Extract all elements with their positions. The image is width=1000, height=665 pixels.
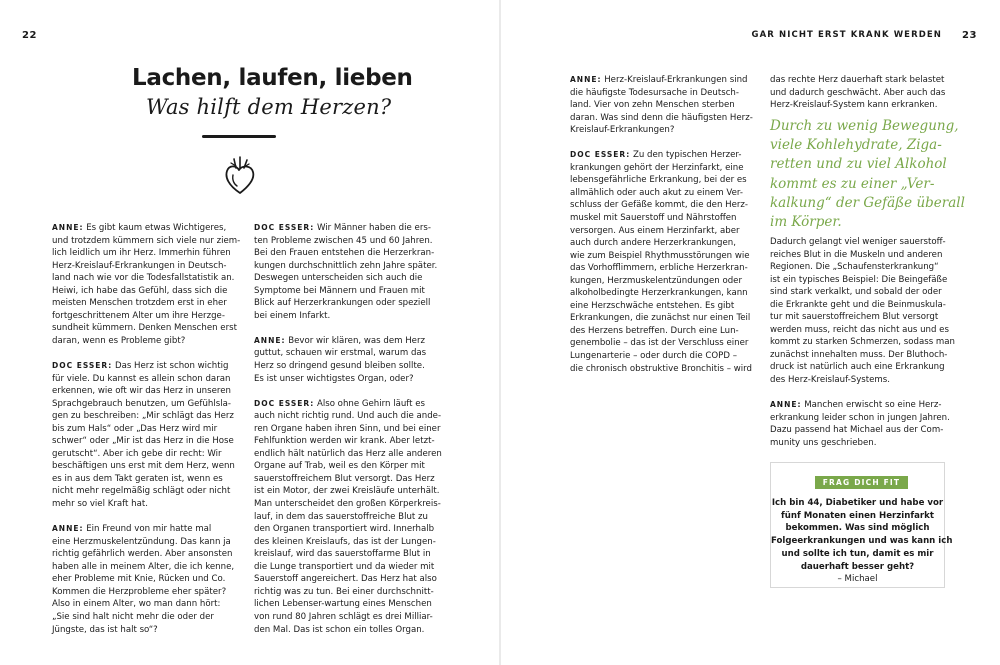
body-line: Blick auf Herzerkrankungen oder speziell bbox=[254, 298, 431, 309]
line-text: Zu den typischen Herzer- bbox=[632, 150, 742, 161]
body-line: ist ein Motor, der zwei Kreisläufe unterhält. bbox=[254, 486, 440, 497]
speaker-label: DOC ESSER: bbox=[570, 150, 631, 160]
body-line: kungen, Herzmuskelentzündungen oder bbox=[570, 275, 743, 286]
body-line: und trotzdem kümmern sich viele nur ziem- bbox=[52, 235, 241, 246]
body-line: Organe auf Trab, weil es den Körper mit bbox=[254, 461, 425, 472]
pull-quote bbox=[770, 117, 965, 232]
body-line: das rechte Herz dauerhaft stark belastet bbox=[770, 75, 945, 85]
heart-sketch-icon bbox=[222, 155, 258, 197]
text-column-4-body bbox=[770, 236, 955, 462]
body-line: Regionen. Die „Schaufensterkrankung“ bbox=[770, 262, 939, 273]
body-line: Erkrankungen, die zunächst nur einen Teil bbox=[570, 313, 751, 324]
pull-quote-line: im Körper. bbox=[770, 214, 842, 231]
body-line: Sauerstoff angereichert. Das Herz hat also bbox=[254, 574, 437, 585]
pull-quote-line: kalkung“ der Gefäße überall bbox=[770, 194, 965, 211]
body-line: daran. Was sind denn die häufigsten Herz- bbox=[570, 112, 753, 123]
dialogue-paragraph bbox=[52, 360, 240, 511]
speaker-label: ANNE: bbox=[52, 223, 84, 232]
body-line bbox=[570, 149, 753, 162]
body-line: die Erkrankte geht und die Beinmuskula- bbox=[770, 299, 946, 310]
body-line: eher Probleme mit Knie, Rücken und Co. bbox=[52, 574, 226, 585]
speaker-label: DOC ESSER: bbox=[52, 361, 113, 371]
body-line: Heiwi, ich habe das Gefühl, dass sich die bbox=[52, 285, 228, 296]
box-line: Folgeerkrankungen und was kann ich bbox=[771, 536, 953, 547]
body-line: auch nicht richtig rund. Und auch die ande- bbox=[254, 411, 442, 422]
body-line: des Herz-Kreislauf-Systems. bbox=[770, 375, 890, 386]
body-line: erkennen, wie oft wir das Herz in unseren bbox=[52, 386, 231, 397]
body-line: den Organen transportiert wird. Innerhalb bbox=[254, 524, 435, 535]
body-line: kreislauf, wird das sauerstoffarme Blut in bbox=[254, 549, 431, 560]
body-line: von rund 80 Jahren schlägt es drei Milliar- bbox=[254, 611, 433, 622]
box-line: fünf Monaten einen Herzinfarkt bbox=[781, 510, 934, 521]
body-line: gerutscht“. Aber ich gebe dir recht: Wir bbox=[52, 448, 222, 459]
body-line: genembolie – das ist der Verschluss einer bbox=[570, 338, 749, 349]
body-line: kungen durchschnittlich zehn Jahre später. bbox=[254, 260, 438, 271]
body-line: Symptome bei Männern und Frauen mit bbox=[254, 285, 425, 296]
body-line: Kommen die Herzprobleme eher später? bbox=[52, 586, 227, 597]
body-line: Sprachgebrauch benutzen, um Gefühlsla- bbox=[52, 398, 231, 409]
body-line: reiches Blut in die Muskeln und anderen bbox=[770, 249, 943, 260]
body-line bbox=[254, 398, 442, 411]
dialogue-paragraph bbox=[254, 398, 442, 636]
text-column-1 bbox=[52, 222, 240, 649]
body-line: des Herzens betreffen. Durch eine Lun- bbox=[570, 325, 739, 336]
speaker-label: ANNE: bbox=[52, 524, 84, 534]
body-line: zunächst innehalten muss. Der Bluthoch- bbox=[770, 349, 948, 360]
box-line: und sollte ich tun, damit es mir bbox=[781, 548, 934, 559]
body-line: sauerstoffreichem Blut versorgt. Das Herz bbox=[254, 473, 435, 484]
pull-quote-line: retten und zu viel Alkohol bbox=[770, 156, 947, 173]
page-subtitle: Was hilft dem Herzen? bbox=[146, 95, 392, 119]
body-line: alkoholbedingte Herzerkrankungen, kann bbox=[570, 288, 748, 299]
body-line: Fehlfunktion werden wir krank. Aber letzt- bbox=[254, 436, 435, 447]
line-text: Also ohne Gehirn läuft es bbox=[316, 398, 426, 409]
body-line: das Vorhofflimmern, erbliche Herzerkran- bbox=[570, 263, 748, 274]
body-line: Dadurch gelangt viel weniger sauerstoff- bbox=[770, 237, 946, 247]
body-line: schluss der Gefäße kommt, die den Herz- bbox=[570, 200, 749, 211]
dialogue-paragraph bbox=[570, 74, 753, 137]
dialogue-paragraph bbox=[254, 335, 442, 385]
body-line: bei einem Infarkt. bbox=[254, 310, 331, 321]
line-text: Wir Männer haben die ers- bbox=[316, 223, 431, 233]
dialogue-paragraph bbox=[570, 149, 753, 375]
speaker-label: ANNE: bbox=[254, 335, 286, 345]
body-line: Dazu passend hat Michael aus der Com- bbox=[770, 425, 944, 436]
page-title: Lachen, laufen, lieben bbox=[132, 65, 413, 91]
body-line: versorgen. Aus einem Herzinfarkt, aber bbox=[570, 225, 740, 236]
box-label: FRAG DICH FIT bbox=[815, 476, 908, 489]
body-line: tur mit sauerstoffreichem Blut versorgt bbox=[770, 312, 939, 323]
body-line: daran, wenn es Probleme gibt? bbox=[52, 335, 186, 346]
dialogue-paragraph bbox=[52, 523, 240, 636]
pull-quote-line: Durch zu wenig Bewegung, bbox=[770, 118, 959, 134]
body-line bbox=[770, 399, 955, 412]
body-line bbox=[52, 523, 240, 536]
body-line: Herz so dringend gesund bleiben sollte. bbox=[254, 361, 425, 372]
body-line: mehr so viel Kraft hat. bbox=[52, 499, 148, 510]
box-line: bekommen. Was sind möglich bbox=[785, 523, 930, 534]
body-line: land. Vier von zehn Menschen sterben bbox=[570, 100, 735, 111]
box-signature: – Michael bbox=[837, 574, 878, 585]
body-line bbox=[52, 360, 240, 373]
body-line: Bei den Frauen entstehen die Herzerkran- bbox=[254, 248, 435, 259]
dialogue-paragraph bbox=[254, 222, 442, 322]
body-line: Es ist unser wichtigstes Organ, oder? bbox=[254, 373, 414, 384]
body-line: erkrankung leider schon in jungen Jahren. bbox=[770, 412, 950, 423]
pull-quote-line: kommt es zu einer „Ver- bbox=[770, 175, 935, 192]
line-text: Ein Freund von mir hatte mal bbox=[86, 524, 212, 535]
page-number-left: 22 bbox=[22, 30, 37, 41]
body-line: wie zum Beispiel Rhythmusstörungen wie bbox=[570, 250, 750, 261]
body-line bbox=[570, 74, 753, 87]
body-line: endlich hält natürlich das Herz alle anderen bbox=[254, 448, 442, 459]
line-text: Manchen erwischt so eine Herz- bbox=[804, 400, 942, 411]
body-line: lauf, in dem das sauerstoffreiche Blut zu bbox=[254, 511, 428, 522]
body-line: es in aus dem Takt geraten ist, wenn es bbox=[52, 473, 223, 484]
body-line: Kreislauf-Erkrankungen? bbox=[570, 125, 675, 136]
body-line bbox=[254, 222, 442, 235]
body-line: werden muss, reicht das nicht aus und es bbox=[770, 324, 949, 335]
body-line: fortgeschrittenem Alter um ihre Herzge- bbox=[52, 310, 225, 321]
body-line: Also in einem Alter, wo man dann hört: bbox=[52, 599, 221, 610]
speaker-label: ANNE: bbox=[570, 75, 602, 84]
body-line: allmählich oder auch akut zu einem Ver- bbox=[570, 187, 743, 198]
body-line: ten Probleme zwischen 45 und 60 Jahren. bbox=[254, 235, 433, 246]
body-line: sind stark verkalkt, und sobald der oder bbox=[770, 287, 942, 298]
body-line: ren Organe haben ihren Sinn, und bei einer bbox=[254, 423, 441, 434]
body-line bbox=[52, 222, 240, 235]
speaker-label: ANNE: bbox=[770, 400, 802, 410]
body-line: die häufigste Todesursache in Deutsch- bbox=[570, 87, 739, 98]
body-line: auch durch andere Herzerkrankungen, bbox=[570, 238, 736, 249]
reader-question-box bbox=[770, 462, 953, 588]
body-line bbox=[254, 335, 442, 348]
text-column-2 bbox=[254, 222, 442, 649]
line-text: Das Herz ist schon wichtig bbox=[114, 361, 229, 372]
body-line: richtig was zu tun. Bei einer durchschnitt- bbox=[254, 586, 434, 597]
body-line: eine Herzschwäche entstehen. Es gibt bbox=[570, 300, 735, 311]
body-line: ist ein typisches Beispiel: Die Beingefäße bbox=[770, 274, 948, 285]
box-line: dauerhaft besser geht? bbox=[800, 561, 915, 572]
body-line: kommt zu starken Schmerzen, sodass man bbox=[770, 337, 955, 348]
body-line: des kleinen Kreislaufs, das ist der Lungen- bbox=[254, 536, 436, 547]
book-gutter bbox=[499, 0, 501, 665]
body-line: lich leidlich um ihr Herz. Immerhin führen bbox=[52, 248, 231, 259]
body-line: krankungen gehört der Herzinfarkt, eine bbox=[570, 162, 744, 173]
body-line: die Lunge transportiert und da wieder mit bbox=[254, 561, 435, 572]
box-question bbox=[771, 497, 953, 586]
body-line: Jüngste, das ist halt so“? bbox=[52, 624, 158, 635]
body-line: nicht mehr regelmäßig schlägt oder nicht bbox=[52, 486, 231, 497]
body-line: guttut, schauen wir erstmal, warum das bbox=[254, 348, 427, 359]
body-line: die chronisch obstruktive Bronchitis – wird bbox=[570, 363, 752, 374]
body-line: Deswegen unterscheiden sich auch die bbox=[254, 273, 423, 284]
running-head: GAR NICHT ERST KRANK WERDEN bbox=[751, 30, 942, 40]
text-column-3 bbox=[570, 74, 753, 388]
body-line: bis zum Hals“ oder „Das Herz wird mir bbox=[52, 423, 218, 434]
title-underline bbox=[202, 135, 276, 138]
line-text: Bevor wir klären, was dem Herz bbox=[288, 335, 426, 346]
body-line: schwer“ oder „Mir ist das Herz in die Hose bbox=[52, 436, 234, 447]
body-line: muskel mit Sauerstoff und Nährstoffen bbox=[570, 213, 737, 224]
line-text: Es gibt kaum etwas Wichtigeres, bbox=[86, 223, 227, 233]
body-line: beschäftigen uns erst mit dem Herz, wenn bbox=[52, 461, 235, 472]
body-line: Herz-Kreislauf-System kann erkranken. bbox=[770, 100, 938, 111]
body-line: Herz-Kreislauf-Erkrankungen in Deutsch- bbox=[52, 260, 227, 271]
body-line: haben alle in meinem Alter, die ich kenne, bbox=[52, 561, 235, 572]
page-number-right: 23 bbox=[962, 30, 977, 41]
body-line: land nach wie vor die Todesfallstatistik an. bbox=[52, 273, 235, 284]
body-line: und dadurch geschwächt. Aber auch das bbox=[770, 87, 946, 98]
body-line: sundheit kümmern. Denken Menschen erst bbox=[52, 323, 237, 334]
box-line: Ich bin 44, Diabetiker und habe vor bbox=[771, 498, 944, 508]
body-line: richtig gefährlich werden. Aber ansonsten bbox=[52, 549, 233, 560]
body-line: eine Herzmuskelentzündung. Das kann ja bbox=[52, 536, 231, 547]
speaker-label: DOC ESSER: bbox=[254, 223, 315, 232]
speaker-label: DOC ESSER: bbox=[254, 398, 315, 408]
body-line: Lungenarterie – oder durch die COPD – bbox=[570, 351, 738, 362]
body-line: lebensgefährliche Erkrankung, bei der es bbox=[570, 175, 747, 186]
body-line: den Mal. Das ist schon ein tolles Organ. bbox=[254, 624, 425, 635]
body-line: munity uns geschrieben. bbox=[770, 437, 877, 448]
body-line: meisten Menschen trotzdem erst in eher bbox=[52, 298, 227, 309]
body-line: für viele. Du kannst es allein schon daran bbox=[52, 373, 231, 384]
body-line: gen zu beschreiben: „Mir schlägt das Herz bbox=[52, 411, 234, 422]
line-text: Herz-Kreislauf-Erkrankungen sind bbox=[604, 75, 748, 85]
dialogue-paragraph bbox=[52, 222, 240, 347]
body-line: Man unterscheidet den großen Körperkreis- bbox=[254, 499, 441, 510]
body-line: druck ist natürlich auch eine Erkrankung bbox=[770, 362, 945, 373]
pull-quote-line: viele Kohlehydrate, Ziga- bbox=[770, 137, 942, 154]
body-line: lichen Lebenser-wartung eines Menschen bbox=[254, 599, 432, 610]
body-line: „Sie sind halt nicht mehr die oder der bbox=[52, 611, 214, 622]
